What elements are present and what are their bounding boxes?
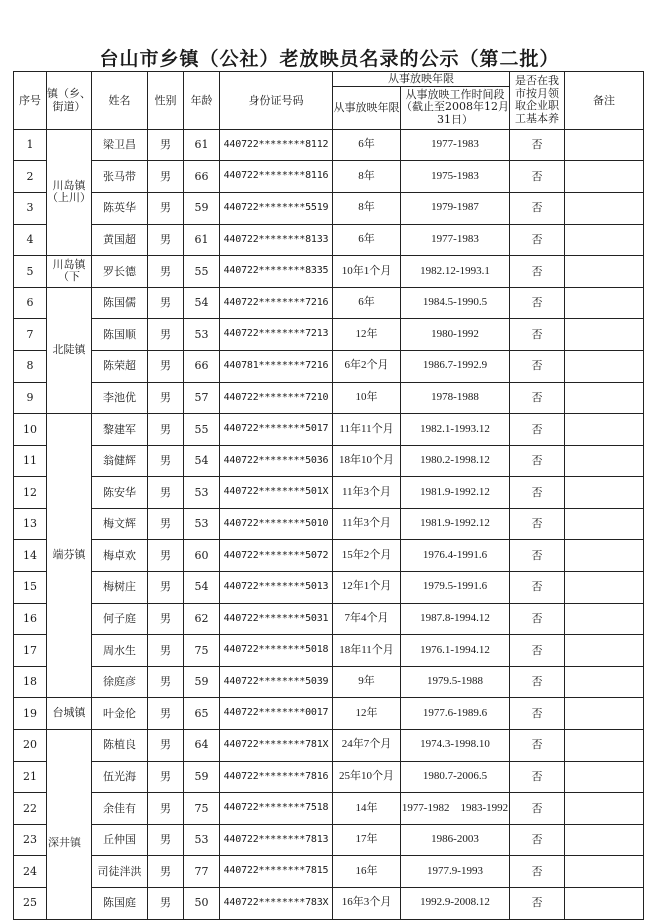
row-gender: 男 xyxy=(148,477,184,509)
row-pension: 否 xyxy=(510,256,565,288)
row-name: 梁卫昌 xyxy=(92,129,148,161)
row-id: 440722********5036 xyxy=(220,445,333,477)
row-id: 440722********5031 xyxy=(220,603,333,635)
table-row xyxy=(14,319,644,351)
row-period: 1976.4-1991.6 xyxy=(401,540,510,572)
row-name: 余佳有 xyxy=(92,793,148,825)
row-period: 1992.9-2008.12 xyxy=(401,888,510,920)
row-gender: 男 xyxy=(148,603,184,635)
row-period: 1986.7-1992.9 xyxy=(401,350,510,382)
row-pension: 否 xyxy=(510,793,565,825)
row-period: 1977-1983 xyxy=(401,224,510,256)
row-years: 11年3个月 xyxy=(333,477,401,509)
row-name: 伍光海 xyxy=(92,761,148,793)
row-remark xyxy=(565,856,644,888)
table-row xyxy=(14,761,644,793)
row-name: 梅文辉 xyxy=(92,508,148,540)
row-id: 440722********7216 xyxy=(220,287,333,319)
row-town: 北陡镇 xyxy=(47,287,92,413)
row-years: 7年4个月 xyxy=(333,603,401,635)
row-remark xyxy=(565,129,644,161)
row-id: 440722********7815 xyxy=(220,856,333,888)
row-pension: 否 xyxy=(510,856,565,888)
row-pension: 否 xyxy=(510,730,565,762)
row-id: 440722********501X xyxy=(220,477,333,509)
row-gender: 男 xyxy=(148,445,184,477)
row-name: 黄国超 xyxy=(92,224,148,256)
row-remark xyxy=(565,572,644,604)
table-row xyxy=(14,287,644,319)
row-years: 6年2个月 xyxy=(333,350,401,382)
row-pension: 否 xyxy=(510,129,565,161)
table-row xyxy=(14,698,644,730)
row-name: 翁健辉 xyxy=(92,445,148,477)
row-gender: 男 xyxy=(148,888,184,920)
row-pension: 否 xyxy=(510,540,565,572)
table-row xyxy=(14,730,644,762)
row-name: 陈国庭 xyxy=(92,888,148,920)
row-remark xyxy=(565,414,644,446)
row-pension: 否 xyxy=(510,888,565,920)
row-id: 440722********5017 xyxy=(220,414,333,446)
table-row xyxy=(14,382,644,414)
row-seq: 4 xyxy=(14,224,47,256)
row-remark xyxy=(565,350,644,382)
row-period: 1981.9-1992.12 xyxy=(401,477,510,509)
row-id: 440722********781X xyxy=(220,730,333,762)
row-pension: 否 xyxy=(510,319,565,351)
row-period: 1979-1987 xyxy=(401,192,510,224)
row-name: 李池优 xyxy=(92,382,148,414)
row-name: 丘仲国 xyxy=(92,824,148,856)
row-pension: 否 xyxy=(510,445,565,477)
row-years: 6年 xyxy=(333,129,401,161)
row-gender: 男 xyxy=(148,414,184,446)
row-name: 徐庭彦 xyxy=(92,666,148,698)
row-years: 11年3个月 xyxy=(333,508,401,540)
roster-table xyxy=(13,71,644,920)
row-period: 1978-1988 xyxy=(401,382,510,414)
row-seq: 20 xyxy=(14,730,47,762)
row-name: 周水生 xyxy=(92,635,148,667)
row-id: 440722********783X xyxy=(220,888,333,920)
row-id: 440722********5010 xyxy=(220,508,333,540)
row-years: 10年 xyxy=(333,382,401,414)
row-remark xyxy=(565,287,644,319)
row-seq: 3 xyxy=(14,192,47,224)
header-gender: 性别 xyxy=(148,72,184,130)
row-years: 9年 xyxy=(333,666,401,698)
row-pension: 否 xyxy=(510,698,565,730)
row-gender: 男 xyxy=(148,761,184,793)
row-id: 440722********7518 xyxy=(220,793,333,825)
row-seq: 17 xyxy=(14,635,47,667)
row-remark xyxy=(565,161,644,193)
row-remark xyxy=(565,477,644,509)
row-period: 1982.12-1993.1 xyxy=(401,256,510,288)
row-id: 440722********8116 xyxy=(220,161,333,193)
row-pension: 否 xyxy=(510,635,565,667)
row-id: 440722********5519 xyxy=(220,192,333,224)
page-title: 台山市乡镇（公社）老放映员名录的公示（第二批） xyxy=(99,48,560,70)
row-remark xyxy=(565,761,644,793)
row-name: 梅卓欢 xyxy=(92,540,148,572)
row-gender: 男 xyxy=(148,224,184,256)
partial-town-label: 深井镇 xyxy=(48,836,81,849)
row-remark xyxy=(565,508,644,540)
row-remark xyxy=(565,256,644,288)
row-gender: 男 xyxy=(148,793,184,825)
row-period: 1979.5-1988 xyxy=(401,666,510,698)
row-pension: 否 xyxy=(510,287,565,319)
row-gender: 男 xyxy=(148,730,184,762)
table-row xyxy=(14,350,644,382)
row-period: 1974.3-1998.10 xyxy=(401,730,510,762)
row-seq: 1 xyxy=(14,129,47,161)
row-name: 罗长德 xyxy=(92,256,148,288)
row-pension: 否 xyxy=(510,350,565,382)
row-id: 440722********8335 xyxy=(220,256,333,288)
row-gender: 男 xyxy=(148,161,184,193)
row-name: 司徒泮洪 xyxy=(92,856,148,888)
row-years: 15年2个月 xyxy=(333,540,401,572)
row-age: 54 xyxy=(184,572,220,604)
row-name: 梅树庄 xyxy=(92,572,148,604)
row-remark xyxy=(565,224,644,256)
row-age: 66 xyxy=(184,161,220,193)
row-remark xyxy=(565,730,644,762)
header-age: 年龄 xyxy=(184,72,220,130)
row-pension: 否 xyxy=(510,666,565,698)
row-town xyxy=(47,730,92,920)
row-name: 张马带 xyxy=(92,161,148,193)
row-seq: 25 xyxy=(14,888,47,920)
table-row xyxy=(14,635,644,667)
row-town: 端芬镇 xyxy=(47,414,92,698)
row-period: 1977.6-1989.6 xyxy=(401,698,510,730)
row-age: 65 xyxy=(184,698,220,730)
table-row xyxy=(14,856,644,888)
header-pension: 是否在我市按月领取企业职工基本养 xyxy=(510,72,565,130)
row-name: 何子庭 xyxy=(92,603,148,635)
row-age: 75 xyxy=(184,793,220,825)
row-pension: 否 xyxy=(510,161,565,193)
row-period: 1975-1983 xyxy=(401,161,510,193)
row-seq: 11 xyxy=(14,445,47,477)
row-age: 53 xyxy=(184,319,220,351)
row-pension: 否 xyxy=(510,603,565,635)
row-gender: 男 xyxy=(148,508,184,540)
row-gender: 男 xyxy=(148,350,184,382)
row-remark xyxy=(565,666,644,698)
row-period: 1984.5-1990.5 xyxy=(401,287,510,319)
row-id: 440781********7216 xyxy=(220,350,333,382)
row-gender: 男 xyxy=(148,129,184,161)
row-remark xyxy=(565,382,644,414)
row-gender: 男 xyxy=(148,256,184,288)
row-remark xyxy=(565,603,644,635)
row-age: 61 xyxy=(184,129,220,161)
row-years: 25年10个月 xyxy=(333,761,401,793)
row-period: 1976.1-1994.12 xyxy=(401,635,510,667)
table-row xyxy=(14,161,644,193)
header-years: 从事放映年限 xyxy=(333,86,401,129)
row-age: 61 xyxy=(184,224,220,256)
header-town: 镇（乡、街道） xyxy=(47,72,92,130)
row-age: 66 xyxy=(184,350,220,382)
row-age: 59 xyxy=(184,192,220,224)
row-remark xyxy=(565,698,644,730)
row-period: 1977-1983 xyxy=(401,129,510,161)
row-remark xyxy=(565,793,644,825)
row-age: 55 xyxy=(184,414,220,446)
table-row xyxy=(14,256,644,288)
row-name: 黎建军 xyxy=(92,414,148,446)
row-pension: 否 xyxy=(510,414,565,446)
row-id: 440722********7816 xyxy=(220,761,333,793)
row-gender: 男 xyxy=(148,856,184,888)
table-row xyxy=(14,824,644,856)
header-id: 身份证号码 xyxy=(220,72,333,130)
row-pension: 否 xyxy=(510,192,565,224)
row-gender: 男 xyxy=(148,698,184,730)
row-years: 12年 xyxy=(333,319,401,351)
roster-body xyxy=(14,129,644,919)
row-name: 陈国顺 xyxy=(92,319,148,351)
row-seq: 6 xyxy=(14,287,47,319)
row-period: 1980.2-1998.12 xyxy=(401,445,510,477)
row-name: 陈国儒 xyxy=(92,287,148,319)
row-period: 1979.5-1991.6 xyxy=(401,572,510,604)
row-years: 17年 xyxy=(333,824,401,856)
row-period: 1981.9-1992.12 xyxy=(401,508,510,540)
table-row xyxy=(14,572,644,604)
row-period: 1980-1992 xyxy=(401,319,510,351)
row-years: 6年 xyxy=(333,287,401,319)
row-remark xyxy=(565,888,644,920)
row-gender: 男 xyxy=(148,382,184,414)
row-age: 55 xyxy=(184,256,220,288)
row-years: 18年10个月 xyxy=(333,445,401,477)
row-pension: 否 xyxy=(510,382,565,414)
row-pension: 否 xyxy=(510,508,565,540)
table-row xyxy=(14,192,644,224)
row-gender: 男 xyxy=(148,319,184,351)
row-id: 440722********5039 xyxy=(220,666,333,698)
header-seq: 序号 xyxy=(14,72,47,130)
row-seq: 21 xyxy=(14,761,47,793)
row-gender: 男 xyxy=(148,572,184,604)
row-id: 440722********7210 xyxy=(220,382,333,414)
row-years: 11年11个月 xyxy=(333,414,401,446)
row-pension: 否 xyxy=(510,477,565,509)
row-seq: 15 xyxy=(14,572,47,604)
row-period: 1986-2003 xyxy=(401,824,510,856)
header-group: 从事放映年限 xyxy=(333,72,510,87)
row-id: 440722********0017 xyxy=(220,698,333,730)
row-years: 24年7个月 xyxy=(333,730,401,762)
row-age: 54 xyxy=(184,287,220,319)
row-seq: 10 xyxy=(14,414,47,446)
row-pension: 否 xyxy=(510,572,565,604)
row-seq: 9 xyxy=(14,382,47,414)
row-gender: 男 xyxy=(148,192,184,224)
row-id: 440722********5072 xyxy=(220,540,333,572)
row-remark xyxy=(565,319,644,351)
table-row xyxy=(14,414,644,446)
row-seq: 2 xyxy=(14,161,47,193)
row-years: 10年1个月 xyxy=(333,256,401,288)
row-years: 18年11个月 xyxy=(333,635,401,667)
table-row xyxy=(14,445,644,477)
row-pension: 否 xyxy=(510,761,565,793)
row-gender: 男 xyxy=(148,635,184,667)
row-seq: 24 xyxy=(14,856,47,888)
row-age: 50 xyxy=(184,888,220,920)
row-period: 1977-1982 1983-1992 xyxy=(401,793,510,825)
row-name: 陈英华 xyxy=(92,192,148,224)
row-seq: 22 xyxy=(14,793,47,825)
row-gender: 男 xyxy=(148,666,184,698)
row-name: 陈荣超 xyxy=(92,350,148,382)
row-town: 川岛镇（下 xyxy=(47,256,92,288)
row-id: 440722********8133 xyxy=(220,224,333,256)
row-remark xyxy=(565,824,644,856)
row-pension: 否 xyxy=(510,824,565,856)
row-age: 54 xyxy=(184,445,220,477)
row-town: 台城镇 xyxy=(47,698,92,730)
row-seq: 13 xyxy=(14,508,47,540)
row-remark xyxy=(565,192,644,224)
row-id: 440722********5018 xyxy=(220,635,333,667)
table-row xyxy=(14,603,644,635)
row-age: 59 xyxy=(184,666,220,698)
row-years: 8年 xyxy=(333,192,401,224)
header-period: 从事放映工作时间段（截止至2008年12月31日） xyxy=(401,86,510,129)
row-seq: 16 xyxy=(14,603,47,635)
row-remark xyxy=(565,445,644,477)
row-age: 53 xyxy=(184,508,220,540)
row-id: 440722********7213 xyxy=(220,319,333,351)
row-id: 440722********7813 xyxy=(220,824,333,856)
row-period: 1977.9-1993 xyxy=(401,856,510,888)
header-name: 姓名 xyxy=(92,72,148,130)
header-remark: 备注 xyxy=(565,72,644,130)
table-row xyxy=(14,793,644,825)
row-age: 75 xyxy=(184,635,220,667)
row-age: 77 xyxy=(184,856,220,888)
row-period: 1982.1-1993.12 xyxy=(401,414,510,446)
row-seq: 14 xyxy=(14,540,47,572)
row-years: 14年 xyxy=(333,793,401,825)
row-age: 53 xyxy=(184,824,220,856)
row-period: 1987.8-1994.12 xyxy=(401,603,510,635)
row-age: 60 xyxy=(184,540,220,572)
row-name: 陈安华 xyxy=(92,477,148,509)
row-seq: 18 xyxy=(14,666,47,698)
row-gender: 男 xyxy=(148,287,184,319)
row-pension: 否 xyxy=(510,224,565,256)
row-age: 53 xyxy=(184,477,220,509)
row-years: 6年 xyxy=(333,224,401,256)
row-seq: 5 xyxy=(14,256,47,288)
row-period: 1980.7-2006.5 xyxy=(401,761,510,793)
row-seq: 23 xyxy=(14,824,47,856)
row-age: 64 xyxy=(184,730,220,762)
row-remark xyxy=(565,540,644,572)
row-name: 陈植良 xyxy=(92,730,148,762)
row-gender: 男 xyxy=(148,824,184,856)
table-row xyxy=(14,540,644,572)
row-years: 12年1个月 xyxy=(333,572,401,604)
row-years: 16年3个月 xyxy=(333,888,401,920)
table-row xyxy=(14,666,644,698)
row-gender: 男 xyxy=(148,540,184,572)
table-row xyxy=(14,224,644,256)
row-years: 8年 xyxy=(333,161,401,193)
table-row xyxy=(14,477,644,509)
row-town: 川岛镇（上川） xyxy=(47,129,92,255)
table-row xyxy=(14,888,644,920)
row-seq: 8 xyxy=(14,350,47,382)
row-years: 16年 xyxy=(333,856,401,888)
row-years: 12年 xyxy=(333,698,401,730)
row-id: 440722********8112 xyxy=(220,129,333,161)
row-age: 57 xyxy=(184,382,220,414)
row-seq: 12 xyxy=(14,477,47,509)
row-id: 440722********5013 xyxy=(220,572,333,604)
row-remark xyxy=(565,635,644,667)
row-name: 叶金伦 xyxy=(92,698,148,730)
row-seq: 19 xyxy=(14,698,47,730)
row-seq: 7 xyxy=(14,319,47,351)
row-age: 59 xyxy=(184,761,220,793)
table-row xyxy=(14,508,644,540)
table-row xyxy=(14,129,644,161)
row-age: 62 xyxy=(184,603,220,635)
